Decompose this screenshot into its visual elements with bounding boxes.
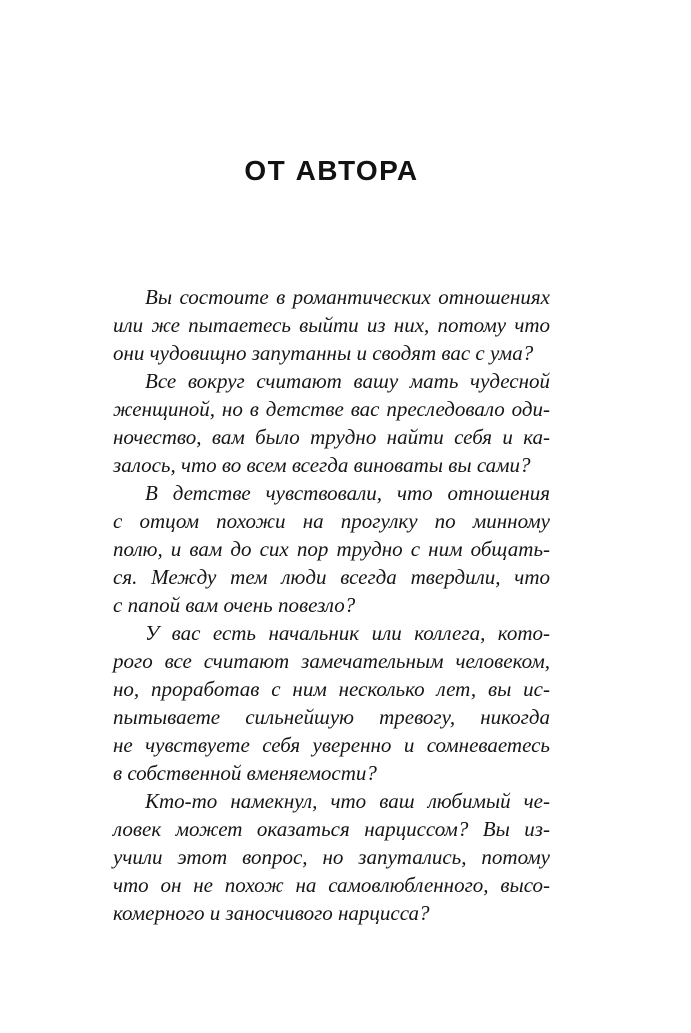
- text-line: с папой вам очень повезло?: [113, 593, 356, 617]
- text-line: У вас есть начальник или коллега, кото-: [145, 621, 550, 645]
- text-line: женщиной, но в детстве вас преследовало оди-: [113, 397, 550, 421]
- text-line: или же пытаетесь выйти из них, потому что: [113, 313, 550, 337]
- paragraph: [113, 367, 550, 479]
- text-line: учили этот вопрос, но запутались, потому: [113, 845, 550, 869]
- text-line: комерного и заносчивого нарцисса?: [113, 901, 430, 925]
- text-line: в собственной вменяемости?: [113, 761, 377, 785]
- paragraph: [113, 283, 550, 367]
- text-line: что он не похож на самовлюбленного, высо-: [113, 873, 550, 897]
- body-text: [113, 283, 550, 927]
- text-line: ловек может оказаться нарциссом? Вы из-: [113, 817, 550, 841]
- paragraph: [113, 787, 550, 927]
- text-line: рого все считают замечательным человеком,: [113, 649, 550, 673]
- text-line: пытываете сильнейшую тревогу, никогда: [113, 705, 550, 729]
- text-line: В детстве чувствовали, что отношения: [145, 481, 550, 505]
- text-line: но, проработав с ним несколько лет, вы ис-: [113, 677, 550, 701]
- text-line: ся. Между тем люди всегда твердили, что: [113, 565, 550, 589]
- text-line: ночество, вам было трудно найти себя и ка-: [113, 425, 550, 449]
- text-line: Все вокруг считают вашу мать чудесной: [145, 369, 550, 393]
- paragraph: [113, 619, 550, 787]
- text-line: Вы состоите в романтических отношениях: [145, 285, 550, 309]
- text-line: не чувствуете себя уверенно и сомневаетесь: [113, 733, 550, 757]
- text-line: они чудовищно запутанны и сводят вас с ума?: [113, 341, 534, 365]
- text-line: залось, что во всем всегда виноваты вы сами?: [113, 453, 531, 477]
- page-title: ОТ АВТОРА: [244, 154, 419, 186]
- paragraph: [113, 479, 550, 619]
- text-line: с отцом похожи на прогулку по минному: [113, 509, 550, 533]
- text-line: Кто-то намекнул, что ваш любимый че-: [145, 789, 550, 813]
- text-line: полю, и вам до сих пор трудно с ним общать-: [113, 537, 550, 561]
